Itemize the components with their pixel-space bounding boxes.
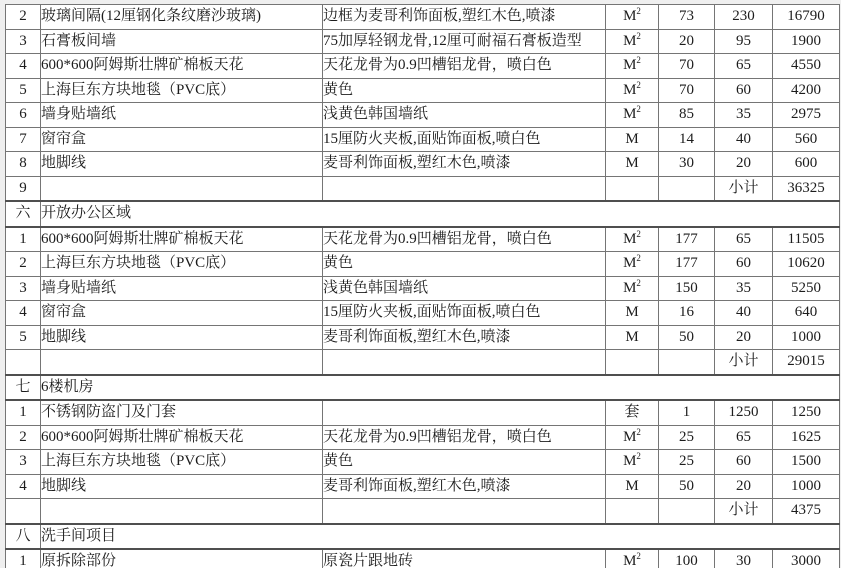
cell-unit-price: 35 [715,103,773,128]
cell-item-name: 石膏板间墙 [41,29,323,54]
cell-unit-price: 20 [715,152,773,177]
cell-quantity: 16 [659,301,715,326]
cell-item-spec [323,499,606,524]
cell-quantity: 25 [659,425,715,450]
cell-row-number: 2 [6,425,41,450]
table-row [6,54,840,79]
cell-unit-price: 60 [715,450,773,475]
cell-amount: 5250 [773,276,840,301]
cell-item-spec [323,350,606,375]
cell-amount: 1900 [773,29,840,54]
cell-unit [606,474,659,499]
cell-unit-price: 65 [715,425,773,450]
cell-unit-price: 65 [715,54,773,79]
cell-unit-price: 60 [715,78,773,103]
cell-item-name: 地脚线 [41,152,323,177]
cell-item-name: 600*600阿姆斯壮牌矿棉板天花 [41,54,323,79]
cell-item-name [41,350,323,375]
cell-unit-price: 65 [715,227,773,252]
table-row [6,425,840,450]
unit-text: M [623,8,637,25]
cell-quantity: 73 [659,5,715,30]
section-row [6,375,840,401]
unit-text: M [625,155,639,172]
cell-unit-price: 230 [715,5,773,30]
cell-item-spec: 麦哥利饰面板,塑红木色,喷漆 [323,474,606,499]
cell-amount: 11505 [773,227,840,252]
unit-text: M [625,477,639,494]
subtotal-row [6,499,840,524]
cell-row-number: 3 [6,276,41,301]
cell-item-name: 上海巨东方块地毯（PVC底） [41,78,323,103]
cell-unit [606,78,659,103]
cell-item-name: 墙身贴墙纸 [41,276,323,301]
cell-item-name: 不锈钢防盗门及门套 [41,400,323,425]
cell-amount: 1250 [773,400,840,425]
cell-item-spec [323,400,606,425]
unit-text: M [625,130,639,147]
subtotal-row [6,176,840,201]
cell-section-number: 八 [6,524,41,550]
cell-quantity: 25 [659,450,715,475]
unit-text: M [623,106,637,123]
cell-amount: 1625 [773,425,840,450]
cell-amount: 1000 [773,474,840,499]
cell-section-number: 七 [6,375,41,401]
cell-section-title: 开放办公区域 [41,201,840,227]
cell-unit-price: 40 [715,301,773,326]
cell-amount: 1000 [773,325,840,350]
cell-amount: 560 [773,127,840,152]
cell-unit [606,227,659,252]
cell-item-spec: 麦哥利饰面板,塑红木色,喷漆 [323,325,606,350]
cell-row-number: 2 [6,5,41,30]
table-row [6,78,840,103]
cell-amount: 640 [773,301,840,326]
cell-unit [606,276,659,301]
cell-row-number: 4 [6,301,41,326]
cell-row-number: 1 [6,400,41,425]
cell-subtotal-amount: 29015 [773,350,840,375]
cell-item-name: 上海巨东方块地毯（PVC底） [41,450,323,475]
cell-unit [606,450,659,475]
table-row [6,276,840,301]
unit-text: M [623,553,637,568]
unit-text: M [623,230,637,247]
cell-section-title: 6楼机房 [41,375,840,401]
quotation-table [5,4,840,568]
cell-item-spec [323,176,606,201]
cell-amount: 3000 [773,549,840,568]
cell-row-number [6,350,41,375]
section-row [6,524,840,550]
cell-amount: 4200 [773,78,840,103]
cell-quantity: 1 [659,400,715,425]
cell-row-number: 9 [6,176,41,201]
cell-quantity: 85 [659,103,715,128]
cell-item-name: 地脚线 [41,325,323,350]
cell-unit-price: 40 [715,127,773,152]
cell-item-spec: 黄色 [323,450,606,475]
cell-unit [606,152,659,177]
cell-row-number: 8 [6,152,41,177]
cell-amount: 2975 [773,103,840,128]
cell-amount: 10620 [773,252,840,277]
cell-quantity: 70 [659,54,715,79]
cell-quantity: 50 [659,325,715,350]
cell-quantity: 50 [659,474,715,499]
cell-unit [606,350,659,375]
subtotal-row [6,350,840,375]
cell-item-spec: 浅黄色韩国墙纸 [323,103,606,128]
cell-item-spec: 浅黄色韩国墙纸 [323,276,606,301]
unit-text: M [623,57,637,74]
cell-unit [606,499,659,524]
cell-unit [606,127,659,152]
cell-unit [606,301,659,326]
cell-quantity [659,350,715,375]
cell-subtotal-label: 小计 [715,350,773,375]
unit-text: M [623,279,637,296]
unit-text: M [623,428,637,445]
table-row [6,549,840,568]
cell-item-name: 墙身贴墙纸 [41,103,323,128]
cell-row-number: 1 [6,549,41,568]
cell-row-number: 3 [6,29,41,54]
table-row [6,400,840,425]
unit-superscript: 2 [636,79,641,90]
cell-row-number: 5 [6,78,41,103]
unit-text: 套 [624,404,640,421]
cell-section-title: 洗手间项目 [41,524,840,550]
cell-unit-price: 60 [715,252,773,277]
cell-amount: 600 [773,152,840,177]
table-row [6,450,840,475]
cell-quantity: 100 [659,549,715,568]
cell-unit [606,400,659,425]
cell-item-spec: 天花龙骨为0.9凹槽铝龙骨，喷白色 [323,227,606,252]
cell-unit-price: 95 [715,29,773,54]
unit-text: M [623,81,637,98]
cell-subtotal-label: 小计 [715,176,773,201]
table-row [6,227,840,252]
unit-text: M [623,32,637,49]
cell-subtotal-label: 小计 [715,499,773,524]
cell-unit [606,325,659,350]
cell-unit-price: 20 [715,325,773,350]
unit-text: M [623,255,637,272]
table-row [6,127,840,152]
cell-item-spec: 15厘防火夹板,面贴饰面板,喷白色 [323,127,606,152]
cell-item-name: 原拆除部份 [41,549,323,568]
cell-item-spec: 天花龙骨为0.9凹槽铝龙骨，喷白色 [323,54,606,79]
cell-item-name [41,176,323,201]
cell-item-name [41,499,323,524]
cell-amount: 16790 [773,5,840,30]
cell-item-name: 玻璃间隔(12厘钢化条纹磨沙玻璃) [41,5,323,30]
table-row [6,29,840,54]
section-row [6,201,840,227]
cell-quantity: 177 [659,227,715,252]
cell-item-spec: 75加厚轻钢龙骨,12厘可耐福石膏板造型 [323,29,606,54]
table-row [6,301,840,326]
table-row [6,5,840,30]
cell-unit-price: 30 [715,549,773,568]
cell-amount: 1500 [773,450,840,475]
unit-superscript: 2 [636,253,641,264]
cell-row-number: 5 [6,325,41,350]
cell-item-spec: 天花龙骨为0.9凹槽铝龙骨，喷白色 [323,425,606,450]
cell-item-spec: 黄色 [323,78,606,103]
cell-item-name: 窗帘盒 [41,127,323,152]
unit-superscript: 2 [636,451,641,462]
cell-quantity: 14 [659,127,715,152]
unit-superscript: 2 [636,30,641,41]
cell-quantity: 150 [659,276,715,301]
cell-unit [606,29,659,54]
cell-quantity: 70 [659,78,715,103]
cell-unit [606,5,659,30]
unit-superscript: 2 [636,551,641,562]
cell-quantity: 177 [659,252,715,277]
cell-item-spec: 15厘防火夹板,面贴饰面板,喷白色 [323,301,606,326]
unit-superscript: 2 [636,277,641,288]
unit-superscript: 2 [636,228,641,239]
cell-unit [606,549,659,568]
cell-unit-price: 1250 [715,400,773,425]
table-row [6,103,840,128]
cell-amount: 4550 [773,54,840,79]
cell-subtotal-amount: 36325 [773,176,840,201]
cell-item-name: 600*600阿姆斯壮牌矿棉板天花 [41,227,323,252]
cell-item-spec: 麦哥利饰面板,塑红木色,喷漆 [323,152,606,177]
cell-row-number: 3 [6,450,41,475]
unit-superscript: 2 [636,55,641,66]
cell-row-number: 6 [6,103,41,128]
unit-superscript: 2 [636,6,641,17]
cell-item-spec: 黄色 [323,252,606,277]
cell-row-number: 4 [6,474,41,499]
cell-item-name: 地脚线 [41,474,323,499]
unit-text: M [625,328,639,345]
cell-unit [606,176,659,201]
cell-quantity [659,176,715,201]
unit-text: M [623,453,637,470]
table-row [6,252,840,277]
table-row [6,474,840,499]
table-row [6,152,840,177]
cell-unit-price: 20 [715,474,773,499]
cell-quantity: 20 [659,29,715,54]
unit-superscript: 2 [636,104,641,115]
cell-row-number: 7 [6,127,41,152]
cell-subtotal-amount: 4375 [773,499,840,524]
cell-unit-price: 35 [715,276,773,301]
cell-quantity: 30 [659,152,715,177]
table-row [6,325,840,350]
cell-row-number: 2 [6,252,41,277]
cell-item-name: 600*600阿姆斯壮牌矿棉板天花 [41,425,323,450]
cell-unit [606,54,659,79]
cell-quantity [659,499,715,524]
cell-unit [606,103,659,128]
cell-item-name: 上海巨东方块地毯（PVC底） [41,252,323,277]
cell-item-spec: 边框为麦哥利饰面板,塑红木色,喷漆 [323,5,606,30]
cell-section-number: 六 [6,201,41,227]
unit-text: M [625,304,639,321]
cell-unit [606,252,659,277]
cell-row-number [6,499,41,524]
unit-superscript: 2 [636,426,641,437]
cell-item-spec: 原瓷片跟地砖 [323,549,606,568]
cell-row-number: 4 [6,54,41,79]
cell-item-name: 窗帘盒 [41,301,323,326]
cell-unit [606,425,659,450]
cell-row-number: 1 [6,227,41,252]
